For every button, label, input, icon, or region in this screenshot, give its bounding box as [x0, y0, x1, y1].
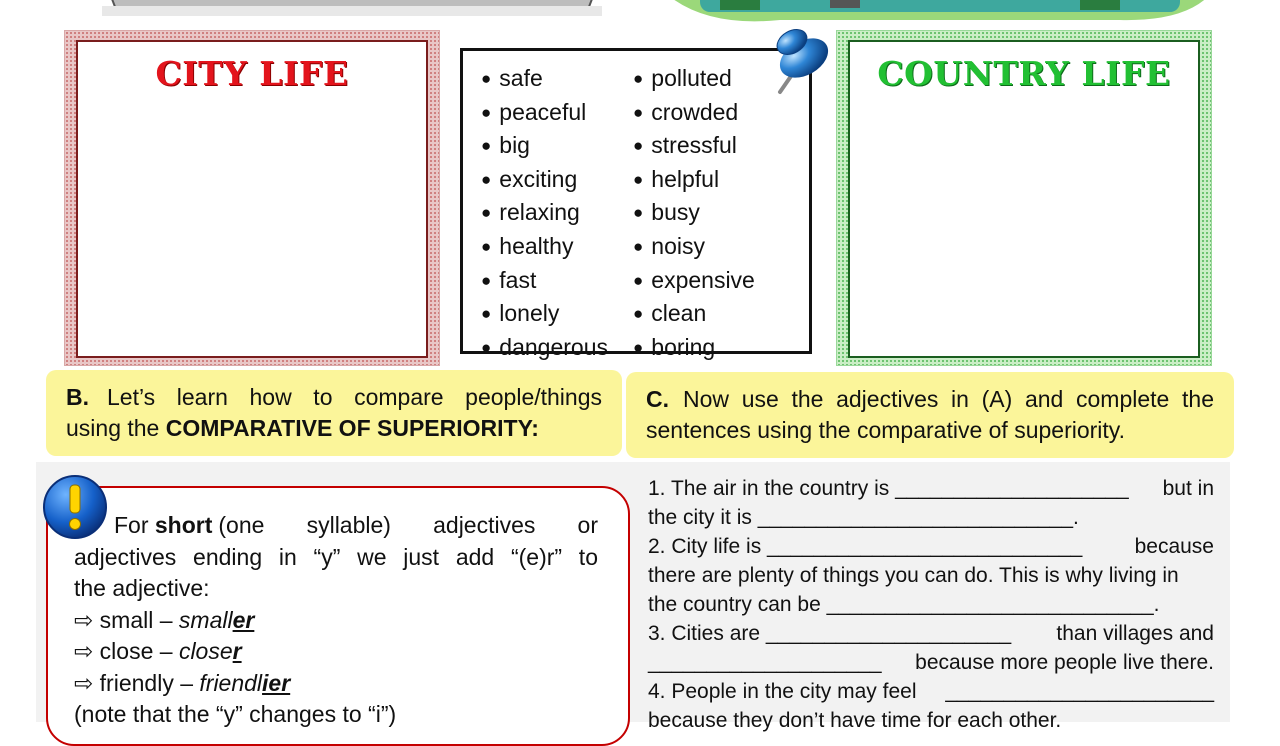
city-illustration: [92, 0, 612, 18]
word-item: ● stressful: [633, 130, 755, 164]
rule-line-1: For short (one syllable) adjectives or: [114, 512, 598, 538]
exercise-line[interactable]: 3. Cities are _____________________ than villages and: [648, 622, 1214, 645]
city-life-box[interactable]: [76, 40, 428, 358]
section-b-line-2: using the COMPARATIVE OF SUPERIORITY:: [66, 415, 539, 441]
section-b-line-1: [66, 382, 602, 413]
arrow-right-icon: ⇨: [74, 638, 94, 664]
word-item: ● helpful: [633, 164, 755, 198]
exercise-line: there are plenty of things you can do. This is why living in: [648, 564, 1179, 587]
section-b-header: [46, 370, 622, 456]
rule-line-2: adjectives ending in “y” we just add “(e)r” to: [74, 543, 598, 570]
word-item: ● noisy: [633, 231, 755, 265]
word-item: ● busy: [633, 197, 755, 231]
rule-line-3: the adjective:: [74, 575, 210, 601]
exercise-line[interactable]: 4. People in the city may feel _______________________: [648, 680, 1214, 703]
word-item: ● clean: [633, 298, 755, 332]
section-c-line-1: [646, 384, 1214, 415]
country-life-title: COUNTRY LIFE: [877, 54, 1171, 93]
word-item: ● polluted: [633, 63, 755, 97]
word-item: ● expensive: [633, 265, 755, 299]
countryside-illustration: [660, 0, 1220, 28]
word-item: ● lonely: [481, 298, 608, 332]
word-item: ● peaceful: [481, 97, 608, 131]
section-c-line-2: sentences using the comparative of superiority.: [646, 417, 1125, 443]
comparative-rule-text: [74, 510, 598, 731]
exercise-line[interactable]: ____________________ because more people live there.: [648, 651, 1214, 674]
comparative-of-superiority-label: COMPARATIVE OF SUPERIORITY:: [165, 415, 539, 441]
example-small: ⇨ small – smaller: [74, 606, 255, 633]
word-item: ● relaxing: [481, 197, 608, 231]
word-item: ● safe: [481, 63, 608, 97]
example-friendly: ⇨ friendly – friendlier: [74, 669, 291, 696]
exercise-sentences: [648, 474, 1214, 735]
example-close: ⇨ close – closer: [74, 638, 242, 664]
rule-note: (note that the “y” changes to “i”): [74, 701, 397, 727]
word-item: ● exciting: [481, 164, 608, 198]
word-item: ● dangerous: [481, 332, 608, 366]
exercise-line[interactable]: the country can be ____________________________.: [648, 593, 1160, 616]
short-keyword: short: [154, 512, 213, 538]
word-item: ● crowded: [633, 97, 755, 131]
word-item: ● big: [481, 130, 608, 164]
word-item: ● boring: [633, 332, 755, 366]
exercise-line: because they don’t have time for each other.: [648, 709, 1062, 732]
exercise-line[interactable]: 2. City life is ___________________________ because: [648, 535, 1214, 558]
section-b-letter: B.: [66, 384, 89, 410]
word-item: ● fast: [481, 265, 608, 299]
word-bank-column-1: [481, 63, 608, 365]
section-c-header: [626, 372, 1234, 458]
arrow-right-icon: ⇨: [74, 606, 94, 633]
section-b-instruction: Let’s learn how to compare people/things: [107, 384, 602, 410]
word-item: ● healthy: [481, 231, 608, 265]
word-bank-column-2: [633, 63, 755, 365]
arrow-right-icon: ⇨: [74, 669, 94, 696]
city-life-title: CITY LIFE: [155, 54, 349, 93]
section-c-instruction: Now use the adjectives in (A) and complete the: [683, 386, 1214, 412]
push-pin-icon: [758, 18, 838, 98]
country-life-box[interactable]: [848, 40, 1200, 358]
exercise-line[interactable]: the city it is ___________________________.: [648, 506, 1079, 529]
section-c-letter: C.: [646, 386, 669, 412]
exercise-line[interactable]: 1. The air in the country is ____________________ but in: [648, 477, 1214, 500]
